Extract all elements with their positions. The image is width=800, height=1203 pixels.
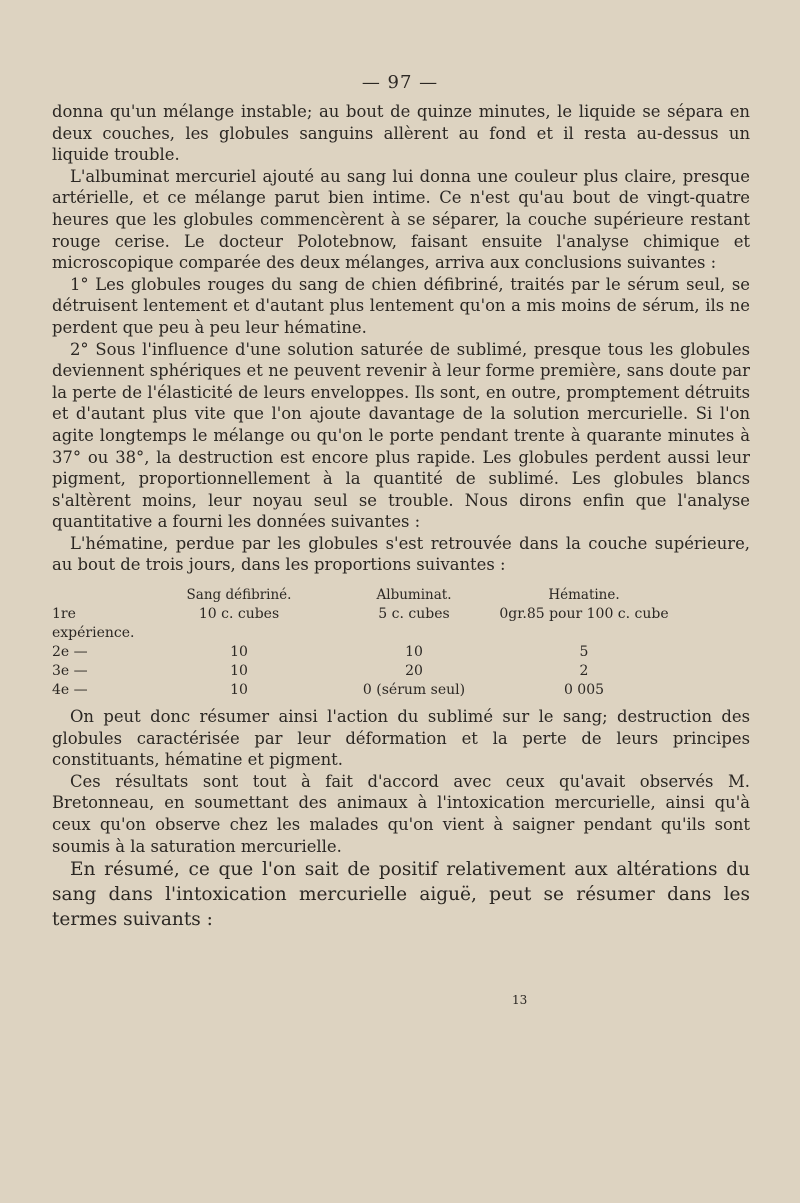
table-cell: 10 c. cubes bbox=[198, 606, 280, 623]
table-cell: 20 bbox=[405, 663, 423, 680]
table-cell: 10 bbox=[230, 644, 248, 661]
table-cell: 5 bbox=[579, 644, 589, 661]
paragraph: 2° Sous l'influence d'une solution saturée de sublimé, presque tous les globules deviennent sphériques et ne peuvent revenir à leur forme première, sans doute par la perte de l'élasticité de leurs enveloppes. Ils sont, en outre, promptement détruits et d'autant plus vite que l'on ajoute davantage de la solution mercurielle. Si l'on agite longtemps le mélange ou qu'on le porte pendant trente à quarante minutes à 37° ou 38°, la destruction est encore plus rapide. Les globules perdent aussi leur pigment, proportionnellement à la quantité de sublimé. Les globules blancs s'altèrent moins, leur noyau seul se trouble. Nous dirons enfin que l'analyse quantitative a fourni les données suivantes : bbox=[52, 339, 750, 532]
paragraph: Ces résultats sont tout à fait d'accord avec ceux qu'avait observés M. Bretonneau, en soumettant des animaux à l'intoxication mercurielle, ainsi qu'à ceux qu'on observe chez les malades qu'on vient à saigner pendant qu'ils sont soumis à la saturation mercurielle. bbox=[52, 771, 750, 856]
table-cell: 0 005 bbox=[563, 682, 605, 699]
paragraph: 1° Les globules rouges du sang de chien défibriné, traités par le sérum seul, se détruisent lentement et d'autant plus lentement qu'on a mis moins de sérum, ils ne perdent que peu à peu leur hématine. bbox=[52, 274, 750, 337]
table-cell: 2 bbox=[579, 663, 589, 680]
table-row bbox=[52, 605, 750, 643]
table-header: Hématine. bbox=[548, 587, 620, 604]
table-header bbox=[52, 586, 144, 605]
paragraph: L'albuminat mercuriel ajouté au sang lui donna une couleur plus claire, presque artérielle, et ce mélange parut bien intime. Ce n'est qu'au bout de vingt-quatre heures que les globules commencèrent à se séparer, la couche supérieure restant rouge cerise. Le docteur Polotebnow, faisant ensuite l'analyse chimique et microscopique comparée des deux mélanges, arriva aux conclusions suivantes : bbox=[52, 166, 750, 273]
paragraph: On peut donc résumer ainsi l'action du sublimé sur le sang; destruction des globules caractérisée par leur déformation et la perte de leurs principes constituants, hématine et pigment. bbox=[52, 707, 750, 770]
table-cell: 10 bbox=[230, 663, 248, 680]
table-cell: 3e — bbox=[52, 663, 88, 680]
table-cell: 5 c. cubes bbox=[378, 606, 450, 623]
table-cell: 0 (sérum seul) bbox=[362, 682, 466, 699]
hematine-table bbox=[52, 586, 750, 700]
table-header: Albuminat. bbox=[376, 587, 452, 604]
body-text bbox=[52, 101, 750, 932]
table-row bbox=[52, 681, 750, 700]
table-cell: 1re expérience. bbox=[52, 606, 135, 642]
paragraph: donna qu'un mélange instable; au bout de quinze minutes, le liquide se sépara en deux couches, les globules sanguins allèrent au fond et il resta au-dessus un liquide trouble. bbox=[52, 102, 750, 165]
paragraph: L'hématine, perdue par les globules s'est retrouvée dans la couche supérieure, au bout de trois jours, dans les proportions suivantes : bbox=[52, 533, 750, 575]
table-row bbox=[52, 643, 750, 662]
table-header: Sang défibriné. bbox=[186, 587, 292, 604]
signature-mark: 13 bbox=[512, 993, 528, 1007]
page-number: — 97 — bbox=[361, 72, 439, 93]
summary-paragraph: En résumé, ce que l'on sait de positif relativement aux altérations du sang dans l'intoxication mercurielle aiguë, peut se résumer dans les termes suivants : bbox=[52, 859, 750, 931]
table-cell: 10 bbox=[230, 682, 248, 699]
table-header-row bbox=[52, 586, 750, 605]
table-row bbox=[52, 662, 750, 681]
table-cell: 0gr.85 pour 100 c. cube bbox=[499, 606, 669, 623]
table-cell: 10 bbox=[405, 644, 423, 661]
table-cell: 2e — bbox=[52, 644, 88, 661]
table-cell: 4e — bbox=[52, 682, 88, 699]
